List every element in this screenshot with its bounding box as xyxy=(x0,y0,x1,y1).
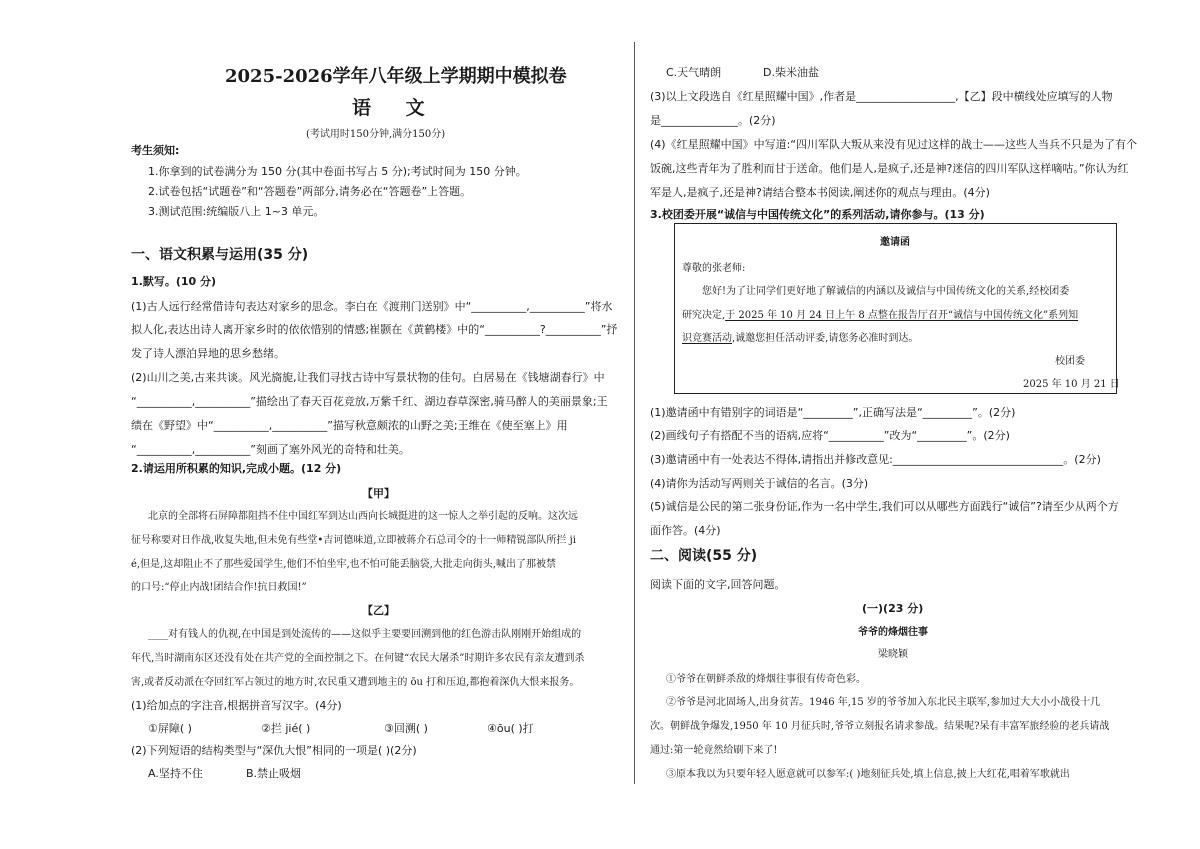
q3-sub: (1)邀请函中有错别字的词语是“_________”,正确写法是“_________”。(2分) xyxy=(650,406,1016,419)
article-paragraph: 次。朝鲜战争爆发,1950 年 10 月征兵时,爷爷立刻报名请求参战。结果呢?呆有丰富军旅经验的老兵请战 xyxy=(650,721,1110,732)
passage-yi-line: ____对有钱人的仇视,在中国是到处流传的——这似乎主要要回溯到他的红色游击队刚刚开始组成的 xyxy=(148,629,582,640)
q2-sub2: (2)下列短语的结构类型与“深仇大恨”相同的一项是( )(2分) xyxy=(131,744,417,757)
passage-jia-line: é,但是,这却阻止不了那些爱国学生,他们不怕坐牢,也不怕可能丢脑袋,大批走向街头,喊出了那被禁 xyxy=(131,559,556,570)
invitation-underlined-sentence: 识竞赛活动 xyxy=(682,333,732,344)
q1-p2-line: “__________,__________”描绘出了春天百花竞放,万紫千红、湖边春草深密,骑马醉人的美丽景象;王 xyxy=(131,395,608,408)
q2-title: 2.请运用所积累的知识,完成小题。(12 分) xyxy=(131,462,342,475)
q2-sub2-option-a: A.坚持不住 xyxy=(148,767,203,780)
q2-sub4-line: (4)《红星照耀中国》中写道:“四川军队大叛从来没有见过这样的战士——这些人当兵不只是为了有个 xyxy=(650,138,1137,151)
notice-item: 2.试卷包括“试题卷”和“答题卷”两部分,请务必在“答题卷”上答题。 xyxy=(148,185,472,198)
article-title: 爷爷的烽烟往事 xyxy=(858,627,928,638)
q3-title: 3.校团委开展“诚信与中国传统文化”的系列活动,请你参与。(13 分) xyxy=(650,208,985,221)
exam-title: 2025-2026学年八年级上学期期中模拟卷 xyxy=(225,66,567,87)
passage-yi-label: 【乙】 xyxy=(362,604,395,617)
passage-jia-label: 【甲】 xyxy=(362,487,395,500)
q3-sub5-line: (5)诚信是公民的第二张身份证,作为一名中学生,我们可以从哪些方面践行“诚信”?请至少从两个方 xyxy=(650,500,1119,513)
invitation-line xyxy=(682,329,918,344)
q2-sub1-item: ①屏障( ) xyxy=(148,722,192,735)
q2-sub1: (1)给加点的字注音,根据拼音写汉字。(4分) xyxy=(131,699,342,712)
notice-heading: 考生须知: xyxy=(131,144,180,157)
q2-sub4-line: 军是人,是疯子,还是神?请结合整本书阅读,阐述你的观点与理由。(4分) xyxy=(650,186,990,199)
invitation-text: ,诚邀您担任活动评委,请您务必准时到达。 xyxy=(732,333,919,344)
invitation-line: 您好!为了让同学们更好地了解诚信的内涵以及诚信与中国传统文化的关系,经校团委 xyxy=(702,286,1070,297)
q2-sub1-item: ④ōu( )打 xyxy=(487,722,534,735)
passage-yi-line: 年代,当时湖南东区还没有处在共产党的全面控制之下。在何键“农民大屠杀”时期许多农民有亲友遭到杀 xyxy=(131,653,585,664)
q1-p2-line: 绩在《野望》中“__________,__________”描写秋意颇浓的山野之美;王维在《使至塞上》用 xyxy=(131,419,568,432)
invitation-greeting: 尊敬的张老师: xyxy=(682,263,746,274)
invitation-underlined-sentence: 于 2025 年 10 月 24 日上午 8 点整在报告厅召开“诚信与中国传统文化”系列知 xyxy=(725,310,1079,321)
invitation-text: 研究决定, xyxy=(682,310,726,321)
column-divider xyxy=(634,42,635,784)
q1-p2-line: (2)山川之美,古来共谈。风光旖旎,让我们寻找古诗中写景状物的佳句。白居易在《钱塘湖春行》中 xyxy=(131,371,605,384)
q1-p2-line: “__________,__________”刻画了塞外风光的奇特和壮美。 xyxy=(131,443,410,456)
q1-p1-line: 拟人化,表达出诗人离开家乡时的依依惜别的情感;崔颢在《黄鹤楼》中的“__________?__________”抒 xyxy=(131,323,618,336)
q2-sub3-line: 是______________。(2分) xyxy=(650,114,776,127)
q2-sub1-item: ②拦 jié( ) xyxy=(261,722,311,735)
invitation-signature: 校团委 xyxy=(1055,356,1085,367)
passage-jia-line: 北京的全部将石屏障都阻挡不住中国红军到达山西向长城挺进的这一惊人之举引起的反响。这次远 xyxy=(148,511,578,522)
q3-sub5-line: 面作答。(4分) xyxy=(650,524,721,537)
passage-jia-line: 的口号:“停止内战!团结合作!抗日救国!” xyxy=(131,582,307,593)
invitation-line xyxy=(682,306,1078,321)
article-paragraph: 通过:第一轮竟然给刷下来了! xyxy=(650,745,778,756)
exam-duration-note: (考试用时150分钟,满分150分) xyxy=(306,129,446,140)
article-paragraph: ①爷爷在朝鲜杀敌的烽烟往事很有传奇色彩。 xyxy=(666,674,866,685)
part1-title: 一、语文积累与运用(35 分) xyxy=(131,247,309,263)
passage-jia-line: 征号称要对日作战,收复失地,但未免有些堂•吉诃德味道,立即被蒋介石总司令的十一师精锐部队所拦 ji xyxy=(131,535,576,546)
q2-sub2-option-c: C.天气晴朗 xyxy=(666,66,722,79)
q3-sub: (4)请你为活动写两则关于诚信的名言。(3分) xyxy=(650,477,869,490)
q3-sub: (3)邀请函中有一处表达不得体,请指出并修改意见:_______________________________。(2分) xyxy=(650,453,1101,466)
passage-yi-line: 害,或者反动派在夺回红军占领过的地方时,农民重又遭到地主的 ōu 打和压迫,都抱着深仇大恨来报务。 xyxy=(131,677,580,688)
notice-item: 3.测试范围:统编版八上 1~3 单元。 xyxy=(148,205,325,218)
reading-subsection: (一)(23 分) xyxy=(862,602,924,615)
article-author: 梁晓颖 xyxy=(878,649,908,660)
subject-title: 语 文 xyxy=(352,97,439,119)
q2-sub2-option-b: B.禁止吸烟 xyxy=(246,767,302,780)
q3-sub: (2)画线句子有搭配不当的语病,应将“__________”改为“_________”。(2分) xyxy=(650,429,1010,442)
reading-intro: 阅读下面的文字,回答问题。 xyxy=(650,578,786,591)
q1-p1-line: (1)古人远行经常借诗句表达对家乡的思念。李白在《渡荆门送别》中“__________,__________”将水 xyxy=(131,300,613,313)
q2-sub1-item: ③回溯( ) xyxy=(384,722,428,735)
q2-sub2-option-d: D.柴米油盐 xyxy=(763,66,819,79)
q2-sub3-line: (3)以上文段选自《红星照耀中国》,作者是__________________,【乙】段中横线处应填写的人物 xyxy=(650,90,1113,103)
part2-title: 二、阅读(55 分) xyxy=(650,548,758,564)
invitation-date: 2025 年 10 月 21 日 xyxy=(1023,379,1120,390)
article-paragraph: ③原本我以为只要年轻人愿意就可以参军:( )地刻征兵处,填上信息,披上大红花,唱着军歌就出 xyxy=(666,769,1070,780)
article-paragraph: ②爷爷是河北固场人,出身贫苦。1946 年,15 岁的爷爷加入东北民主联军,参加过大大小小战役十几 xyxy=(666,697,1101,708)
q1-p1-line: 发了诗人漂泊异地的思乡愁绪。 xyxy=(131,347,285,360)
q2-sub4-line: 饭碗,这些青年为了胜利而甘于送命。他们是人,是疯子,还是神?迷信的四川军队这样嘀咕。”你认为红 xyxy=(650,162,1129,175)
invitation-heading: 邀请函 xyxy=(880,237,910,248)
notice-item: 1.你拿到的试卷满分为 150 分(其中卷面书写占 5 分);考试时间为 150 分钟。 xyxy=(148,165,527,178)
q1-title: 1.默写。(10 分) xyxy=(131,275,217,288)
